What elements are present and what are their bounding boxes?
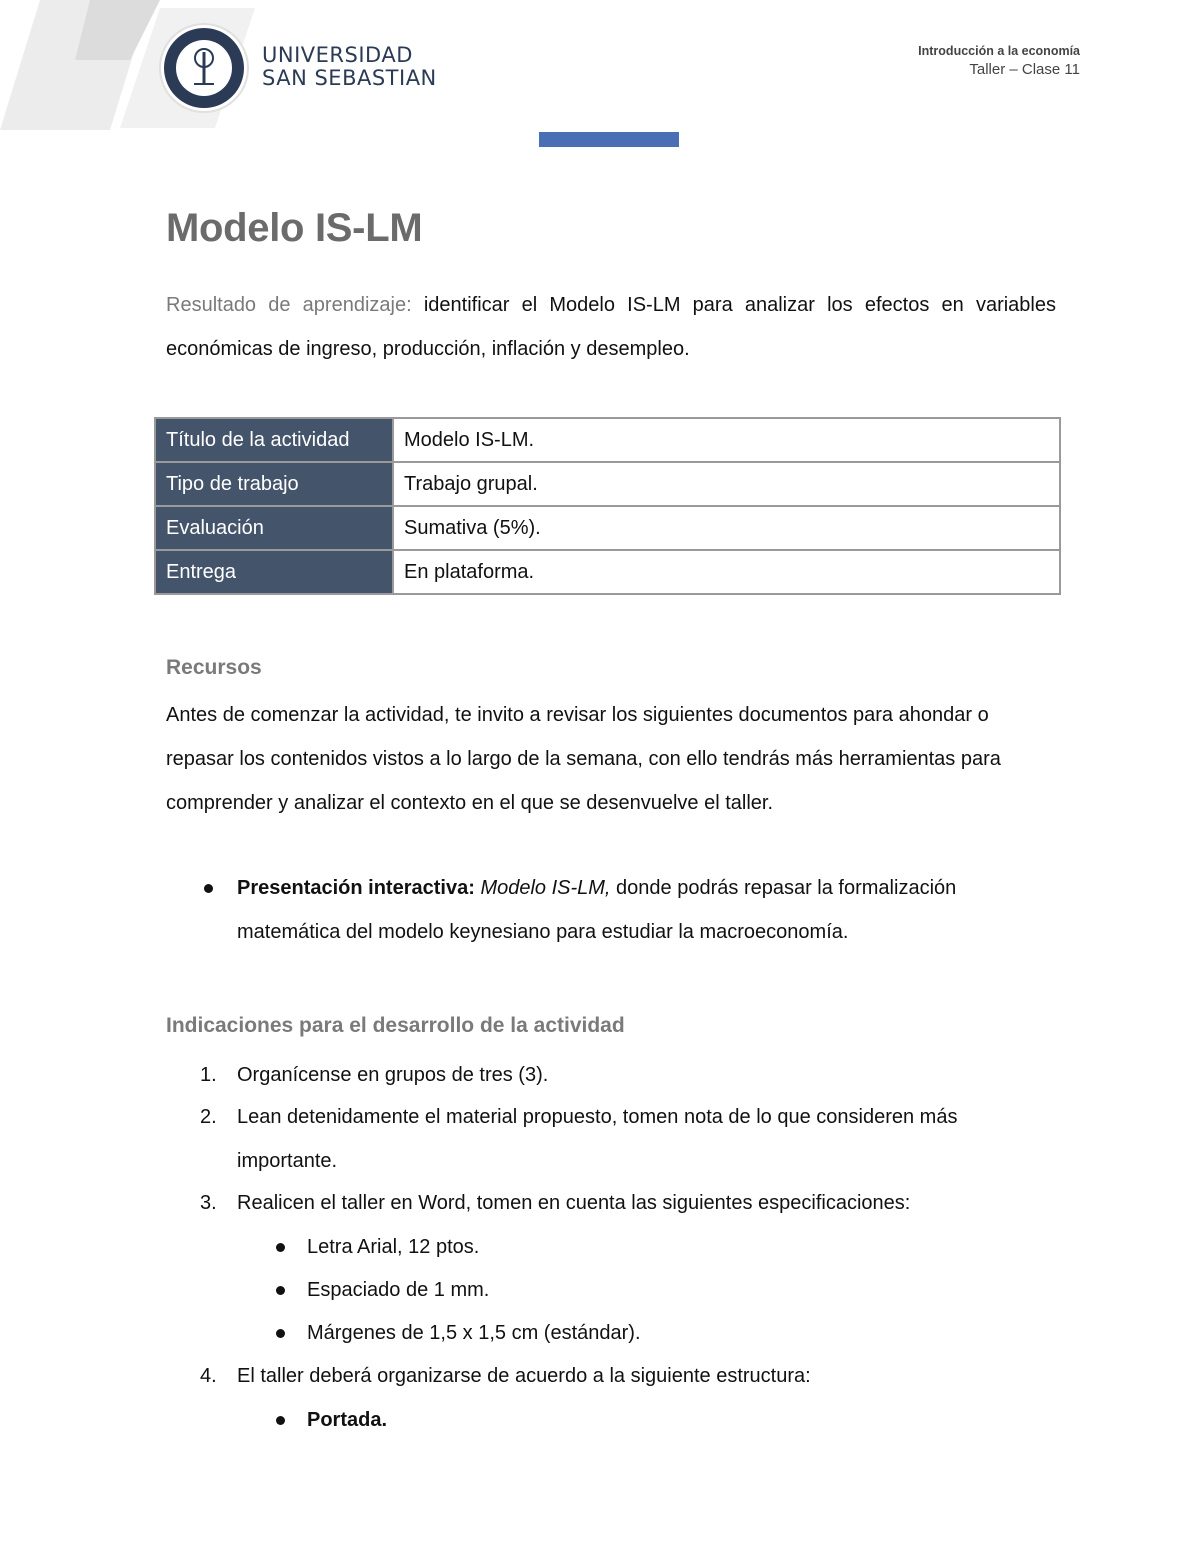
list-item: Realicen el taller en Word, tomen en cuenta las siguientes especificaciones: <box>237 1192 911 1214</box>
university-name-line2: SAN SEBASTIAN <box>262 66 437 90</box>
bullet-dot <box>276 1329 285 1338</box>
learning-outcome <box>166 283 1056 371</box>
list-item: El taller deberá organizarse de acuerdo a la siguiente estructura: <box>237 1365 811 1387</box>
bullet-dot <box>276 1416 285 1425</box>
learning-outcome-text: identificar el Modelo IS-LM para analizar los efectos en variables económicas de ingreso, producción, inflación y desempleo. <box>166 294 1056 360</box>
resources-body: Antes de comenzar la actividad, te invito a revisar los siguientes documentos para ahondar o repasar los contenidos vistos a lo largo de la semana, con ello tendrás más herramientas para comprender y analizar el contexto en el que se desenvuelve el taller. <box>166 704 1001 814</box>
header-course-info <box>918 44 1080 78</box>
list-number: 2. <box>200 1106 217 1128</box>
accent-bar <box>539 132 679 147</box>
table-key: Tipo de trabajo <box>155 462 393 506</box>
list-item: Lean detenidamente el material propuesto, tomen nota de lo que consideren más importante. <box>237 1106 958 1172</box>
resource-bullet-italic: Modelo IS-LM, <box>480 877 611 899</box>
resource-bullet-label: Presentación interactiva: <box>237 877 475 899</box>
list-item: Márgenes de 1,5 x 1,5 cm (estándar). <box>307 1322 641 1344</box>
page-title: Modelo IS-LM <box>166 206 423 250</box>
bullet-dot <box>276 1286 285 1295</box>
university-name-line1: UNIVERSIDAD <box>262 43 413 67</box>
session-label: Taller – Clase 11 <box>969 61 1080 78</box>
activity-table <box>154 417 1061 595</box>
university-name <box>262 44 437 90</box>
bullet-dot <box>204 884 213 893</box>
table-value: Trabajo grupal. <box>393 462 1060 506</box>
table-key: Evaluación <box>155 506 393 550</box>
instructions-heading: Indicaciones para el desarrollo de la actividad <box>166 1014 625 1037</box>
table-key: Título de la actividad <box>155 418 393 462</box>
table-row <box>155 506 1060 550</box>
table-row <box>155 418 1060 462</box>
resources-heading: Recursos <box>166 656 262 679</box>
list-number: 1. <box>200 1064 217 1086</box>
course-name: Introducción a la economía <box>918 44 1080 58</box>
list-number: 4. <box>200 1365 217 1387</box>
table-row <box>155 550 1060 594</box>
list-item: Letra Arial, 12 ptos. <box>307 1236 480 1258</box>
list-number: 3. <box>200 1192 217 1214</box>
university-seal-icon <box>158 22 250 114</box>
list-item: Espaciado de 1 mm. <box>307 1279 490 1301</box>
table-row <box>155 462 1060 506</box>
resource-bullet <box>237 866 1037 954</box>
table-value: Modelo IS-LM. <box>393 418 1060 462</box>
bullet-dot <box>276 1243 285 1252</box>
table-value: Sumativa (5%). <box>393 506 1060 550</box>
resource-bullet-text: donde podrás repasar la formalización matemática del modelo keynesiano para estudiar la macroeconomía. <box>237 877 957 943</box>
learning-outcome-label: Resultado de aprendizaje: <box>166 294 412 316</box>
table-key: Entrega <box>155 550 393 594</box>
list-item: Organícense en grupos de tres (3). <box>237 1064 549 1086</box>
list-item: Portada. <box>307 1409 388 1431</box>
table-value: En plataforma. <box>393 550 1060 594</box>
